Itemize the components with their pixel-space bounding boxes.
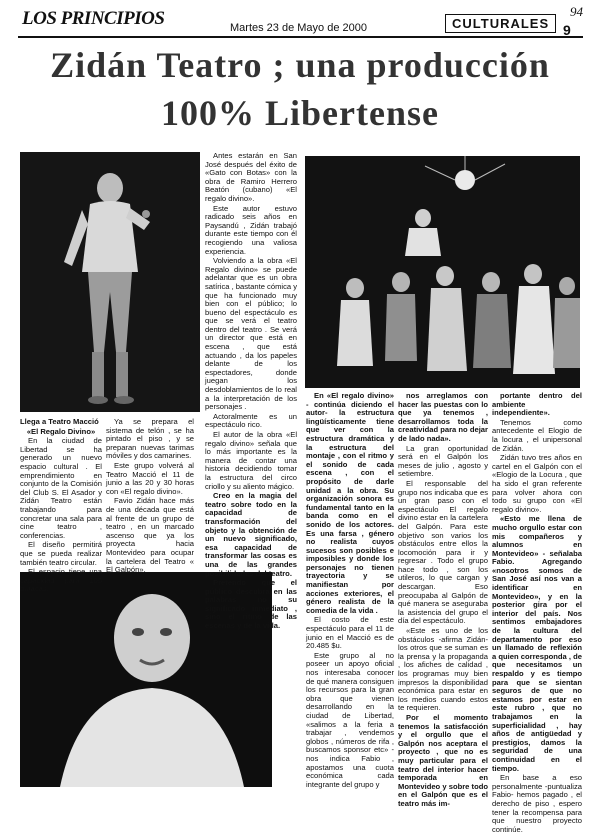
- photo-caption-subtitle: «El Regalo Divino»: [26, 426, 96, 436]
- paragraph-bold: portante dentro del ambiente independiente».: [492, 391, 582, 418]
- paragraph: Este grupo al no poseer un apoyo oficial nos interesaba conocer de qué manera consiguen los recursos para la gran obra que vienen desarrollando en la ciudad de Libertad, «salimos a la feria a trabajar , vendemos globos , números de rifa , buscamos sponsor etc» -nos indica Fabio , apostamos una cuota económica cada integrante del grupo y: [306, 650, 394, 789]
- paragraph: Favio Zidán hace más de una década que está al frente de un grupo de teatro , en un marcado ascenso que ya los proyecta hacia Montevideo para ocupar la cartelera del Teatro « El Galpón».: [106, 496, 194, 575]
- article-column-1: [20, 417, 102, 594]
- paragraph: Tenemos como antecedente el Elogio de la locura , el unipersonal de Zidán.: [492, 417, 582, 453]
- paragraph-bold: En «El regalo divino» - continúa diciendo el autor- la estructura lingüísticamente tiene que ver con la estructura dramática y la estructura del montaje , con el ritmo y el sonido de cada escena , con el propósito de darle unidad a la obra. Su organización sonora es fundamental tanto en la banda como en el sonido de los actores. Es una farsa , género no realista cuyos sucesos son posibles e imposibles y donde los personajes no tienen trayectoria y se manifiestan por acciones exteriores, el género realista de la comedia de la vida .: [306, 391, 394, 615]
- paragraph: Volviendo a la obra «El Regalo divino» se puede adelantar que es un obra satírica , bastante cómica y que ha funcionado muy bien con el público; lo bueno del espectáculo es que se verá el teatro dentro del teatro . Se verá un director que está en escena , que está actuando , da los papeles delante de los espectadores, donde juegan los desdoblamientos de lo real a la interpretación de los personajes .: [205, 256, 298, 412]
- article-column-4: [306, 392, 394, 790]
- paragraph: El costo de este espectáculo para el 11 de junio en el Macció es de 20.485 $u.: [306, 615, 394, 651]
- paragraph: La gran oportunidad será en el Galpón los meses de julio , agosto y setiembre.: [398, 443, 488, 479]
- handwritten-page-note: 94: [570, 4, 583, 19]
- paragraph: «Este es uno de los obstáculos -afirma Zidán- los otros que se suman es la prensa y la propaganda , los afiches de calidad , los programas muy bien impresos la disponibilidad económica para estar en los medios cuando estos te requieren.: [398, 626, 488, 713]
- paragraph-bold: «Esto me llena de mucho orgullo estar con mis compañeros y alumnos en Montevideo» - señalaba Fabio. Agregando «nosotros somos de San José así nos van a identificar en Montevideo», y en la posterior gira por el interior del país. Nos sentimos embajadores de la cultura del departamento por eso un llamado de reflexión a quien corresponda , de que necesitamos un respaldo y es tiempo para que se sientan seguros de que no estamos por estar en este rubro , que no trabajamos en la superficialidad , hay años de antigüedad y prestigios, damos la seguridad de una continuidad en el tiempo.: [492, 514, 582, 773]
- paragraph: El diseño permitirá que se pueda realizar también teatro circular.: [20, 540, 102, 567]
- paragraph-bold: Pretendo que el público descubra en las palabras no su significado inmediato , sino el ritmo de las escenas y de la vida.: [205, 578, 297, 631]
- paragraph: Este autor estuvo radicado seis años en Paysandú , Zidán trabajó durante este tiempo con él recogiendo una valiosa experiencia.: [205, 203, 297, 256]
- section-label: CULTURALES: [445, 14, 556, 33]
- paragraph-bold: Por el momento tenemos la satisfacción y el orgullo que el Galpón nos aceptara el proyecto , que no es muy particular para el teatro del interior hacer temporada en Montevideo y sobre todo en el Galpón que es el teatro más im-: [398, 712, 488, 808]
- issue-date: Martes 23 de Mayo de 2000: [230, 22, 367, 34]
- photo-cast-on-stage: [305, 156, 580, 388]
- page-number: 9: [563, 22, 571, 38]
- paragraph: Este grupo volverá al Teatro Macció el 11 de junio a las 20 y 30 horas con «El regalo divino».: [106, 460, 194, 496]
- newspaper-masthead: LOS PRINCIPIOS: [22, 8, 165, 29]
- photo-caption-title: Llega a Teatro Macció: [20, 417, 99, 426]
- article-column-6: [492, 391, 582, 834]
- paragraph: Antes estarán en San José después del éxito de «Gato con Botas» con la obra de Ramiro Herrero Beatón (cubano) «El regalo divino».: [205, 151, 297, 203]
- header-rule: [18, 36, 583, 38]
- paragraph: Zidán tuvo tres años en cartel en el Galpón con el «Elogio de la Locura , que ha sido el gran referente para volver ahora con todo su grupo con «El regalo divino».: [492, 453, 582, 514]
- paragraph: En la ciudad de Libertad se ha generado un nuevo espacio cultural . El emprendimiento en conjunto de la Comisión del Club S. El Asador y Zidán Teatro están trabajando para concretar una sala para cine teatro , conferencias.: [20, 436, 102, 540]
- headline-line-1: Zidán Teatro ; una producción: [50, 45, 550, 85]
- photo-actor-with-microphone: [20, 152, 200, 412]
- paragraph: El responsable del grupo nos indicaba que es un gran paso con el espectáculo El regalo divino estar en la cartelera del Galpón. Para este objetivo son varios los obstáculos entre ellos la locomoción para ir y regresar . Todo el grupo hace todo , son los utileros, lo que cargan y descargan. Eso preocupaba al Galpón de qué manera se aseguraba la asistencia del grupo el día del espectáculo.: [398, 478, 488, 626]
- headline-line-2: 100% Libertense: [161, 93, 439, 133]
- paragraph: En base a eso personalmente -puntualiza Fabio- hemos pagado , el derecho de piso , espero tener la recompensa para que nuestro proyecto continúe.: [492, 773, 582, 834]
- paragraph: El espacio tiene una capacidad para 105 butacas.: [20, 567, 102, 594]
- paragraph: Actoralmente es un espectáculo rico.: [205, 411, 297, 430]
- article-column-2: [106, 417, 194, 575]
- paragraph: Ya se prepara el sistema de telón , se ha pintado el piso , y se preparan nuevas tarimas móviles y dos camarines.: [106, 417, 194, 461]
- paragraph: El autor de la obra «El regalo divino» señala que lo más importante es la manera de contar una historia decidiendo tomar la estructura del circo criollo y su aliento mágico.: [205, 430, 297, 491]
- article-column-3: [205, 151, 298, 631]
- paragraph-bold: Creo en la magia del teatro sobre todo en la capacidad de transformación del objeto y la obtención de un nuevo significado, esa capacidad de transformar las cosas es una de las grandes posibilidades del teatro.: [205, 491, 297, 578]
- paragraph-bold: nos arreglamos con hacer las puestas con lo que ya tenemos , desarrollamos toda la creatividad para no dejar de lado nada».: [398, 391, 488, 443]
- article-column-5: [398, 391, 488, 808]
